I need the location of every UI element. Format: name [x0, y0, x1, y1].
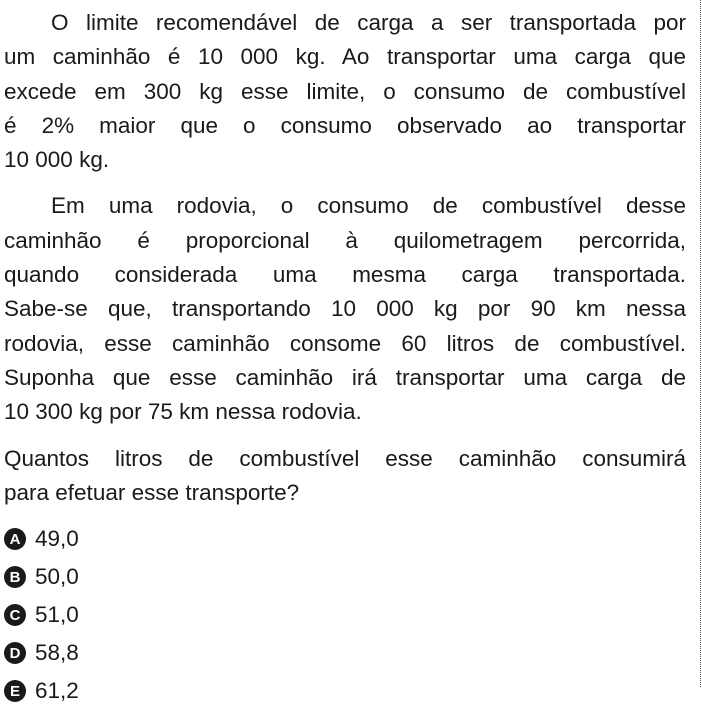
- text-line: 10 300 kg por 75 km nessa rodovia.: [4, 399, 362, 425]
- text-line: 10 000 kg.: [4, 147, 110, 173]
- option-d[interactable]: [4, 634, 686, 672]
- option-a[interactable]: [4, 520, 686, 558]
- option-value: 61,2: [35, 678, 79, 704]
- text-line: quando considerada uma mesma carga transportada.: [4, 262, 686, 288]
- option-letter-badge: D: [4, 642, 26, 664]
- option-letter-badge: C: [4, 604, 26, 626]
- text-line: é 2% maior que o consumo observado ao transportar: [4, 112, 686, 138]
- option-e[interactable]: [4, 672, 686, 710]
- text-line: O limite recomendável de carga a ser transportada por: [51, 10, 686, 35]
- text-line: rodovia, esse caminhão consome 60 litros de combustível.: [4, 330, 686, 356]
- option-value: 58,8: [35, 640, 79, 666]
- text-line: para efetuar esse transporte?: [4, 479, 300, 505]
- option-c[interactable]: [4, 596, 686, 634]
- question-paragraph-1: [4, 6, 686, 177]
- option-letter-badge: E: [4, 680, 26, 702]
- text-line: Em uma rodovia, o consumo de combustível desse: [51, 193, 686, 219]
- text-line: excede em 300 kg esse limite, o consumo de combustível: [4, 78, 686, 104]
- option-value: 49,0: [35, 526, 79, 552]
- text-line: Quantos litros de combustível esse caminhão consumirá: [4, 445, 686, 471]
- option-letter-badge: A: [4, 528, 26, 550]
- answer-options: [4, 520, 686, 710]
- question-paragraph-2: [4, 189, 686, 429]
- question-prompt: [4, 442, 686, 511]
- text-line: Suponha que esse caminhão irá transportar uma carga de: [4, 364, 686, 390]
- option-letter-badge: B: [4, 566, 26, 588]
- text-line: Sabe-se que, transportando 10 000 kg por 90 km nessa: [4, 296, 686, 322]
- column-divider: [700, 0, 701, 687]
- option-value: 51,0: [35, 602, 79, 628]
- text-line: caminhão é proporcional à quilometragem percorrida,: [4, 227, 686, 253]
- option-b[interactable]: [4, 558, 686, 596]
- option-value: 50,0: [35, 564, 79, 590]
- question-block: [4, 6, 686, 710]
- text-line: um caminhão é 10 000 kg. Ao transportar uma carga que: [4, 44, 686, 70]
